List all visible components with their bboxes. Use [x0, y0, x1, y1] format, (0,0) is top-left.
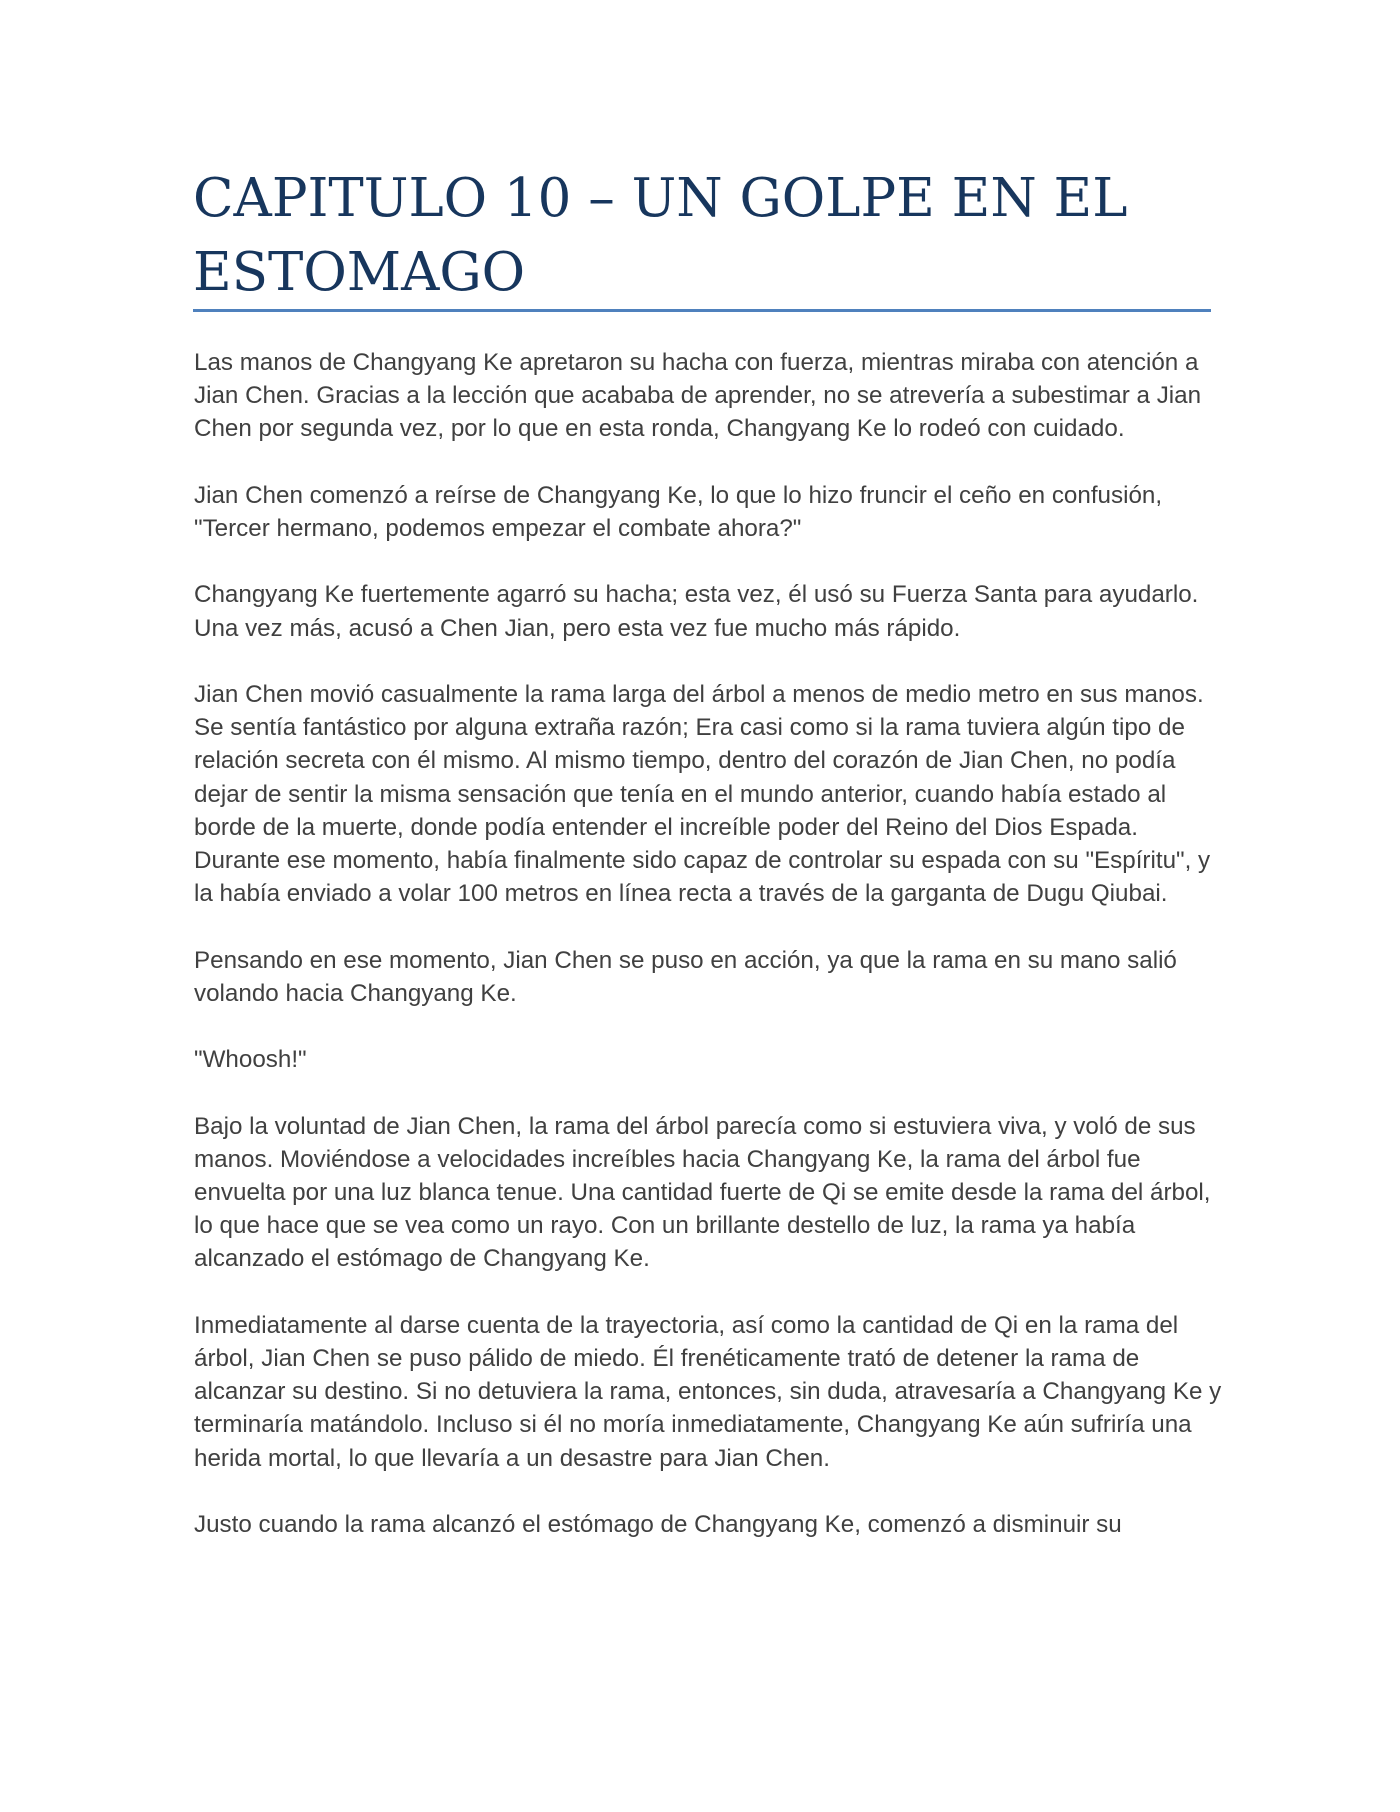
title-underline: [193, 309, 1211, 312]
paragraph-8: Inmediatamente al darse cuenta de la trayectoria, así como la cantidad de Qi en la rama del árbol, Jian Chen se puso pálido de miedo. Él frenéticamente trató de detener la rama de alcanzar su destino. Si no detuviera la rama, entonces, sin duda, atravesaría a Changyang Ke y terminaría matándolo. Incluso si él no moría inmediatamente, Changyang Ke aún sufriría una herida mortal, lo que llevaría a un desastre para Jian Chen.: [194, 1311, 1222, 1472]
paragraph-3: Changyang Ke fuertemente agarró su hacha; esta vez, él usó su Fuerza Santa para ayudarlo. Una vez más, acusó a Chen Jian, pero esta vez fue mucho más rápido.: [194, 581, 1199, 642]
paragraph-1: Las manos de Changyang Ke apretaron su hacha con fuerza, mientras miraba con atención a Jian Chen. Gracias a la lección que acababa de aprender, no se atrevería a subestimar a Jian Chen por segunda vez, por lo que en esta ronda, Changyang Ke lo rodeó con cuidado.: [194, 349, 1202, 443]
paragraph-4: Jian Chen movió casualmente la rama larga del árbol a menos de medio metro en sus manos. Se sentía fantástico por alguna extraña razón; Era casi como si la rama tuviera algún tipo de relación secreta con él mismo. Al mismo tiempo, dentro del corazón de Jian Chen, no podía dejar de sentir la misma sensación que tenía en el mundo anterior, cuando había estado al borde de la muerte, donde podía entender el increíble poder del Reino del Dios Espada. Durante ese momento, había finalmente sido capaz de controlar su espada con su "Espíritu", y la había enviado a volar 100 metros en línea recta a través de la garganta de Dugu Qiubai.: [194, 680, 1211, 908]
chapter-body: [194, 346, 1224, 1574]
chapter-title: CAPITULO 10 – UN GOLPE EN EL ESTOMAGO: [193, 168, 1128, 303]
paragraph-9: Justo cuando la rama alcanzó el estómago de Changyang Ke, comenzó a disminuir su: [194, 1510, 1122, 1538]
paragraph-6: "Whoosh!": [194, 1046, 307, 1074]
paragraph-2: Jian Chen comenzó a reírse de Changyang Ke, lo que lo hizo fruncir el ceño en confusión, "Tercer hermano, podemos empezar el combate ahora?": [194, 481, 1163, 542]
paragraph-5: Pensando en ese momento, Jian Chen se puso en acción, ya que la rama en su mano salió volando hacia Changyang Ke.: [194, 946, 1177, 1007]
paragraph-7: Bajo la voluntad de Jian Chen, la rama del árbol parecía como si estuviera viva, y voló de sus manos. Moviéndose a velocidades increíbles hacia Changyang Ke, la rama del árbol fue envuelta por una luz blanca tenue. Una cantidad fuerte de Qi se emite desde la rama del árbol, lo que hace que se vea como un rayo. Con un brillante destello de luz, la rama ya había alcanzado el estómago de Changyang Ke.: [194, 1112, 1211, 1273]
